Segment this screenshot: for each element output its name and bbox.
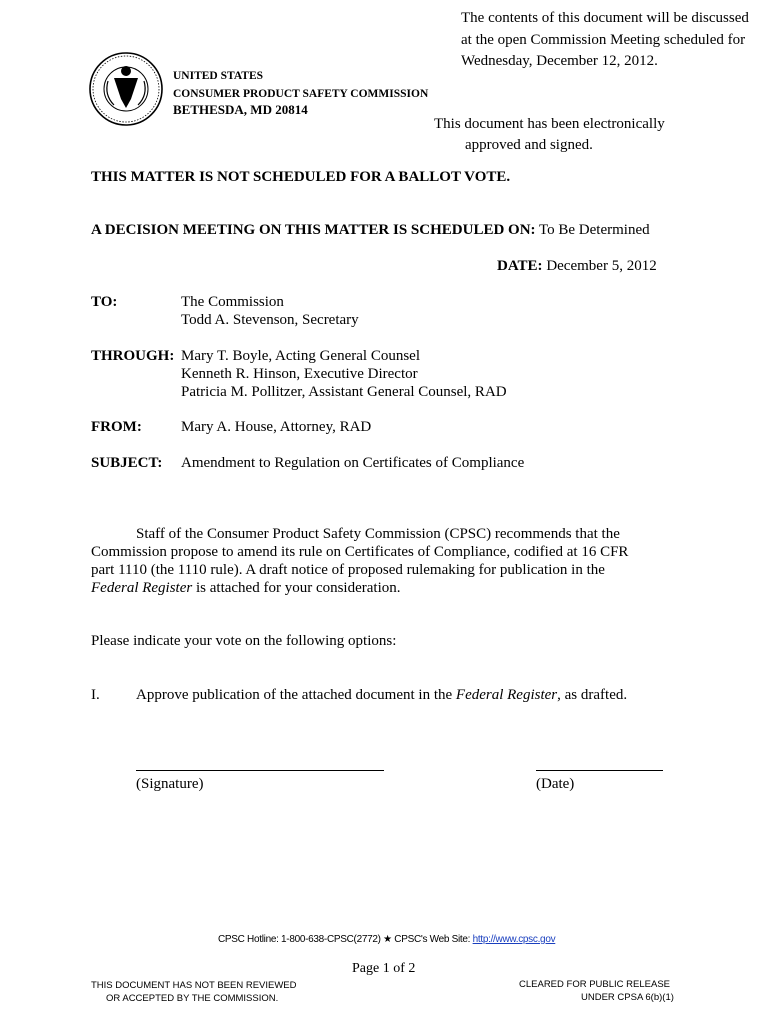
- footer-right-line-1: CLEARED FOR PUBLIC RELEASE: [519, 979, 670, 990]
- decision-meeting: [91, 221, 650, 239]
- decision-value: To Be Determined: [539, 222, 650, 238]
- vote-prompt: Please indicate your vote on the following options:: [91, 633, 397, 649]
- to-line-1: The Commission: [181, 294, 284, 310]
- footer-left-line-2: OR ACCEPTED BY THE COMMISSION.: [106, 993, 279, 1004]
- cpsc-seal-icon: [88, 51, 164, 127]
- from-label: FROM:: [91, 419, 142, 435]
- approval-line-2: approved and signed.: [465, 137, 593, 153]
- option-text: Approve publication of the attached document in the Federal Register, as drafted.: [136, 687, 628, 703]
- date-line[interactable]: [536, 770, 663, 771]
- date-sign-label: (Date): [536, 776, 575, 792]
- date-value: December 5, 2012: [546, 258, 657, 274]
- approval-line-1: This document has been electronically: [434, 116, 665, 132]
- memo-date: [497, 257, 657, 275]
- through-line-1: Mary T. Boyle, Acting General Counsel: [181, 348, 420, 364]
- option-numeral: I.: [91, 687, 100, 703]
- through-line-2: Kenneth R. Hinson, Executive Director: [181, 366, 418, 382]
- date-label: DATE:: [497, 258, 543, 274]
- from-value: Mary A. House, Attorney, RAD: [181, 419, 372, 435]
- agency-line-3: BETHESDA, MD 20814: [173, 102, 308, 117]
- signature-label: (Signature): [136, 776, 204, 792]
- agency-line-1: UNITED STATES: [173, 70, 264, 82]
- signature-line[interactable]: [136, 770, 384, 771]
- decision-label: A DECISION MEETING ON THIS MATTER IS SCHEDULED ON:: [91, 222, 536, 238]
- through-line-3: Patricia M. Pollitzer, Assistant General Counsel, RAD: [181, 384, 507, 400]
- body-paragraph: Staff of the Consumer Product Safety Commission (CPSC) recommends that the Commission propose to amend its rule on Certificates of Compliance, codified at 16 CFR part 1110 (the 1110 rule). A draft notice of proposed rulemaking for publication in the Federal Register is attached for your consideration.: [91, 526, 629, 596]
- agency-line-2: CONSUMER PRODUCT SAFETY COMMISSION: [173, 88, 429, 100]
- to-line-2: Todd A. Stevenson, Secretary: [181, 312, 359, 328]
- through-label: THROUGH:: [91, 348, 175, 364]
- footer-left-line-1: THIS DOCUMENT HAS NOT BEEN REVIEWED: [91, 980, 297, 991]
- footer-right-line-2: UNDER CPSA 6(b)(1): [581, 992, 674, 1003]
- ballot-notice: THIS MATTER IS NOT SCHEDULED FOR A BALLOT VOTE.: [91, 169, 511, 185]
- meeting-notice-line-1: The contents of this document will be discussed: [461, 10, 749, 26]
- website-link[interactable]: http://www.cpsc.gov: [472, 934, 556, 945]
- footer-hotline: CPSC Hotline: 1-800-638-CPSC(2772) ★ CPSC's Web Site: http://www.cpsc.gov: [218, 934, 556, 945]
- to-label: TO:: [91, 294, 118, 310]
- subject-value: Amendment to Regulation on Certificates of Compliance: [181, 455, 525, 471]
- page-number: Page 1 of 2: [352, 961, 416, 976]
- meeting-notice-line-3: Wednesday, December 12, 2012.: [461, 53, 658, 69]
- meeting-notice-line-2: at the open Commission Meeting scheduled for: [461, 32, 746, 48]
- subject-label: SUBJECT:: [91, 455, 163, 471]
